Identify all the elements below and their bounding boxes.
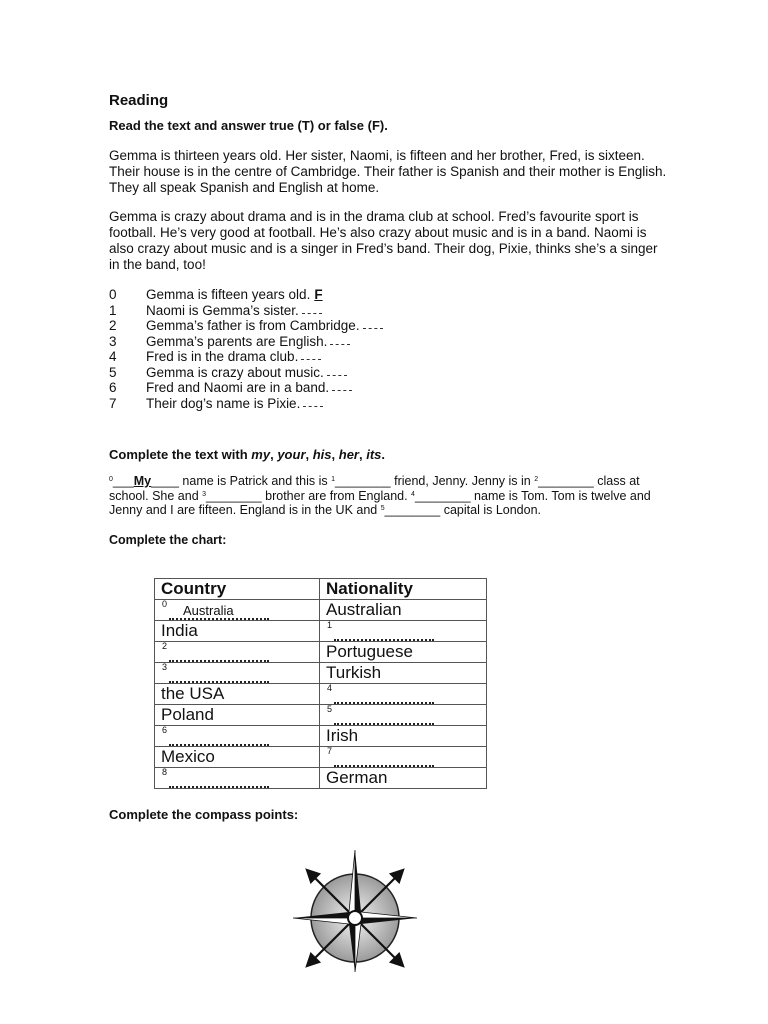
country-cell [155,600,320,621]
example-answer: Australia [183,603,234,618]
answer-blank[interactable] [334,689,434,704]
example-answer: ___My____ [112,474,179,488]
compass-instruction: Complete the compass points: [109,807,299,822]
statement-row [109,303,383,319]
statement-text: Naomi is Gemma’s sister. [146,302,299,318]
statement-text: Gemma is fifteen years old. [146,287,311,302]
answer-blank[interactable] [169,605,269,620]
country-text: Mexico [161,747,215,766]
statement-text: Gemma’s father is from Cambridge. [146,318,360,333]
gap-number: 0 [109,476,113,483]
possessive-word-list: my, your, his, her, its. [251,447,386,462]
chart-row [155,705,487,726]
cell-number: 4 [327,683,333,693]
chart-row [155,663,487,684]
country-cell [155,621,320,642]
compass-rose-icon [293,848,417,972]
statement-number: 7 [109,395,117,411]
answer-blank[interactable] [327,365,347,376]
possessive-word: your [277,447,306,462]
chart-row [155,768,487,789]
cell-number: 8 [162,767,168,777]
chart-row [155,600,487,621]
country-text: Poland [161,705,214,724]
country-cell [155,726,320,747]
gap-number: 3 [202,490,207,498]
answer-blank[interactable] [334,752,434,767]
chart-header-row [155,579,487,600]
statement-text: Gemma is crazy about music. [146,364,324,380]
nationality-header: Nationality [320,579,487,600]
possessives-instruction [109,447,385,462]
reading-title: Reading [109,92,169,109]
true-false-list [109,287,383,411]
statement-row [109,396,383,412]
gap-number: 2 [534,476,539,483]
nationality-cell [320,684,487,705]
chart-row [155,747,487,768]
instruction-text: Complete the text with [109,447,252,462]
cell-number: 5 [327,704,333,714]
cell-number: 2 [162,641,168,651]
country-cell [155,768,320,789]
statement-text: Fred is in the drama club. [146,349,299,364]
reading-paragraph-1 [109,148,669,196]
statement-number: 6 [109,380,117,395]
gap-blank[interactable]: ________ [206,488,262,503]
nationality-text: Australian [326,600,402,619]
answer-blank[interactable] [332,380,352,391]
possessive-word: her [338,447,359,462]
gap-blank[interactable]: ________ [384,503,441,517]
gap-number: 5 [380,505,385,512]
chart-row [155,642,487,663]
nationality-cell [320,663,487,684]
statement-row [109,349,383,365]
country-header: Country [155,579,320,600]
country-cell [155,642,320,663]
statement-number: 2 [109,318,117,333]
statement-number: 0 [109,287,117,302]
statement-row [109,380,383,396]
country-cell [155,684,320,705]
cell-number: 7 [327,746,333,756]
gap-blank[interactable]: ________ [414,488,471,503]
gap-text-segment: name is Tom. Tom is twelve and Jenny and I are fifteen. England is in the UK and [109,488,651,517]
answer-blank[interactable] [169,668,269,683]
nationality-text: Irish [326,726,359,745]
answer-blank[interactable] [330,334,350,345]
gap-text-segment: capital is London. [440,503,542,517]
chart-row [155,726,487,747]
country-text: the USA [161,684,225,703]
country-cell [155,747,320,768]
gap-text-segment: name is Patrick and this is [178,474,332,488]
paragraph-text: Gemma is crazy about drama and is in the drama club at school. Fred’s favourite sport is football. He’s very good at football. He’s also crazy about music and is in a band. Naomi is also crazy about music and is a singer in Fred’s band. Their dog, Pixie, thinks she’s a singer in the band, too! [109,209,658,272]
gap-blank[interactable]: ________ [538,474,594,488]
gap-number: 1 [331,476,336,483]
possessive-word: my [251,447,271,462]
gap-text-segment: brother are from England. [261,488,412,503]
country-cell [155,705,320,726]
cell-number: 0 [162,599,168,609]
statement-number: 5 [109,364,117,380]
statement-number: 4 [109,349,117,364]
statement-row [109,318,383,334]
answer-blank[interactable] [169,647,269,662]
nationality-chart [154,578,487,789]
paragraph-text: Gemma is thirteen years old. Her sister, Naomi, is fifteen and her brother, Fred, is sixteen. Their house is in the centre of Cambridge. Their father is Spanish and their mother is English. They all speak Spanish and English at home. [109,148,667,195]
nationality-cell [320,705,487,726]
gap-text-segment: class at school. She and [109,474,640,503]
reading-paragraph-2 [109,209,669,273]
statement-row [109,365,383,381]
answer-blank[interactable] [169,731,269,746]
statement-answer: F [314,287,323,302]
answer-blank[interactable] [334,710,434,725]
answer-blank[interactable] [169,773,269,788]
example-answer-word: My [133,474,152,488]
answer-blank[interactable] [363,318,383,329]
nationality-text: Portuguese [326,642,413,661]
nationality-cell [320,621,487,642]
chart-row [155,684,487,705]
nationality-cell [320,600,487,621]
statement-text: Gemma’s parents are English. [146,333,328,349]
country-cell [155,663,320,684]
statement-row [109,287,383,303]
nationality-text: Turkish [326,663,382,682]
statement-row [109,334,383,350]
answer-blank[interactable] [303,396,323,407]
gap-fill-text [109,474,669,518]
gap-blank[interactable]: ________ [335,474,391,488]
gap-number: 4 [411,490,415,498]
nationality-cell [320,747,487,768]
chart-instruction: Complete the chart: [109,533,227,547]
chart-row [155,621,487,642]
statement-number: 1 [109,302,117,318]
statement-text: Fred and Naomi are in a band. [146,380,330,395]
nationality-cell [320,768,487,789]
answer-blank[interactable] [334,626,434,641]
statement-number: 3 [109,333,117,349]
possessive-word: its [366,447,382,462]
answer-blank[interactable] [302,303,322,314]
nationality-cell [320,642,487,663]
nationality-cell [320,726,487,747]
statement-text: Their dog’s name is Pixie. [146,395,301,411]
cell-number: 3 [162,662,168,672]
cell-number: 1 [327,620,333,630]
nationality-text: German [326,768,388,787]
gap-text-segment: friend, Jenny. Jenny is in [390,474,535,488]
answer-blank[interactable] [301,349,321,360]
reading-instruction: Read the text and answer true (T) or false (F). [109,118,388,133]
country-text: India [161,621,198,640]
cell-number: 6 [162,725,168,735]
possessive-word: his [312,447,332,462]
